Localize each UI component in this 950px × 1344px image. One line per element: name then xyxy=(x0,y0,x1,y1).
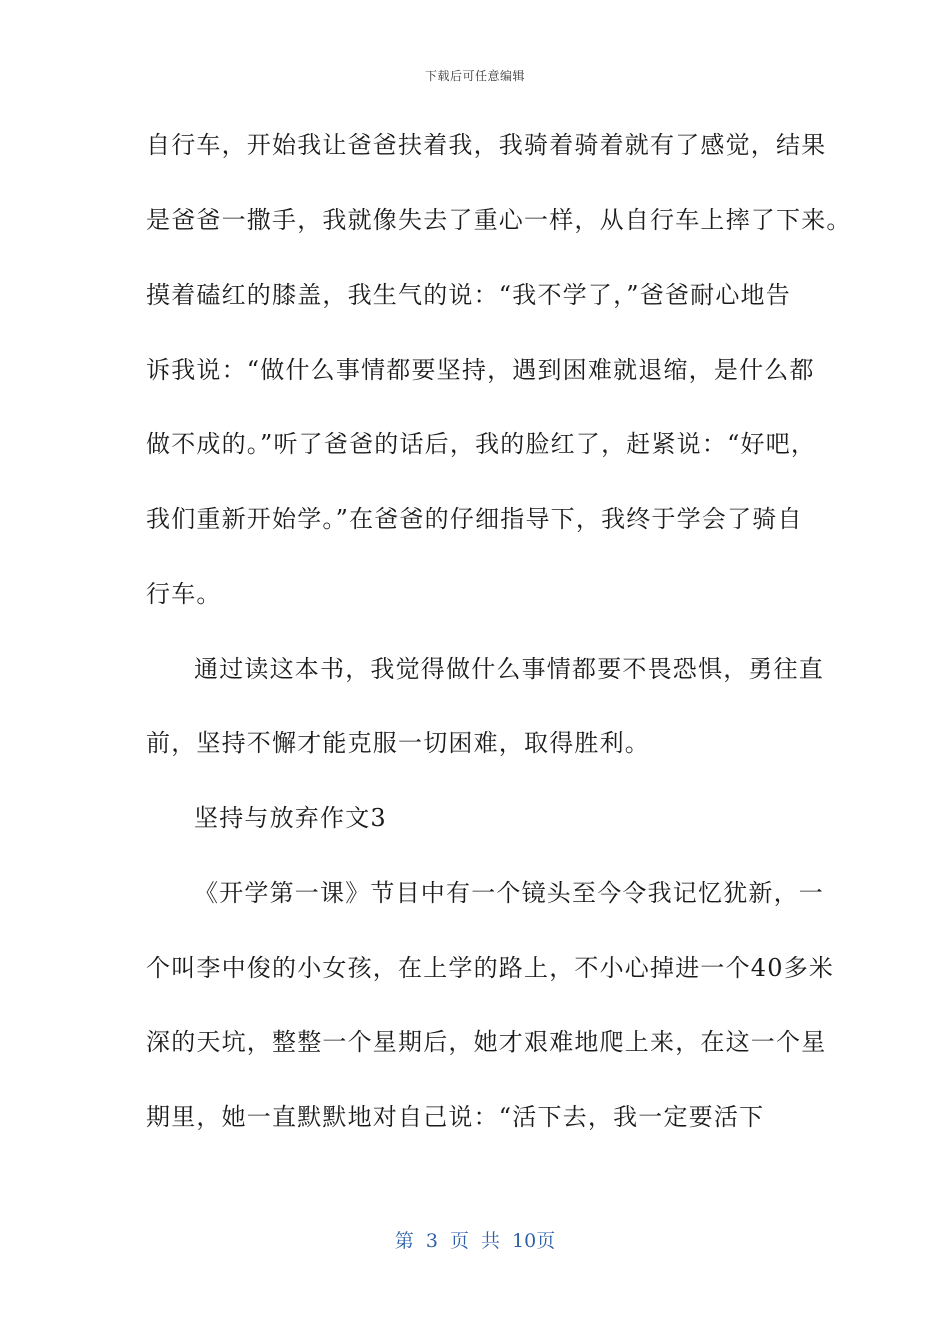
text-line: 做不成的。”听了爸爸的话后，我的脸红了，赶紧说：“好吧， xyxy=(146,430,817,458)
text-line: 摸着磕红的膝盖，我生气的说：“我不学了，”爸爸耐心地告 xyxy=(146,281,791,309)
text-line: 自行车，开始我让爸爸扶着我，我骑着骑着就有了感觉，结果 xyxy=(146,131,827,159)
page-header: 下载后可任意编辑 xyxy=(424,69,525,83)
text-line: 前，坚持不懈才能克服一切困难，取得胜利。 xyxy=(146,729,650,757)
text-line: 诉我说：“做什么事情都要坚持，遇到困难就退缩，是什么都 xyxy=(146,356,815,384)
text-line: 期里，她一直默默地对自己说：“活下去，我一定要活下 xyxy=(146,1103,765,1131)
section-title: 坚持与放弃作文3 xyxy=(194,804,387,832)
text-line: 个叫李中俊的小女孩，在上学的路上，不小心掉进一个40多米 xyxy=(146,954,835,982)
text-line: 我们重新开始学。”在爸爸的仔细指导下，我终于学会了骑自 xyxy=(146,505,803,533)
text-line: 是爸爸一撒手，我就像失去了重心一样，从自行车上摔了下来。 xyxy=(146,206,852,234)
text-line: 深的天坑，整整一个星期后，她才艰难地爬上来，在这一个星 xyxy=(146,1028,827,1056)
paragraph-start-line: 《开学第一课》节目中有一个镜头至今令我记忆犹新，一 xyxy=(194,879,824,907)
page-number-footer: 第 3 页 共 10页 xyxy=(394,1230,556,1252)
text-line: 行车。 xyxy=(146,580,222,608)
paragraph-start-line: 通过读这本书，我觉得做什么事情都要不畏恐惧，勇往直 xyxy=(194,655,824,683)
